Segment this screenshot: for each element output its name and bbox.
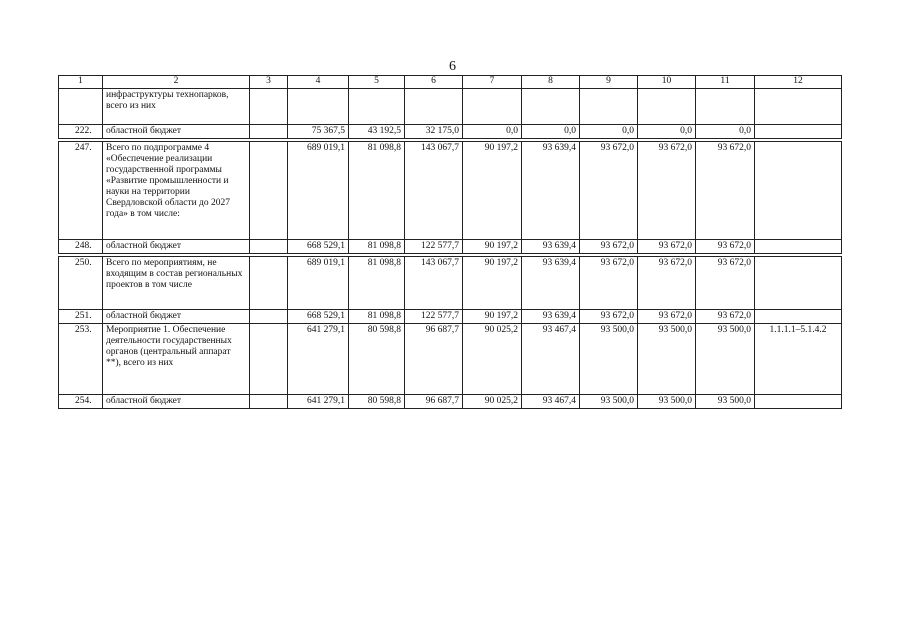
value-cell: 93 672,0 [696,310,755,324]
table-row [59,125,842,139]
value-cell: 81 098,8 [349,257,405,310]
value-cell: 32 175,0 [405,125,463,139]
column-3-cell [250,310,288,324]
row-index-cell: 254. [59,395,103,409]
value-cell: 93 672,0 [580,310,638,324]
table-row [59,89,842,125]
value-cell: 93 672,0 [580,257,638,310]
value-cell: 93 467,4 [522,324,580,395]
value-cell: 93 672,0 [638,257,696,310]
column-header: 9 [580,76,638,89]
value-cell: 93 500,0 [696,395,755,409]
column-header: 6 [405,76,463,89]
value-cell: 93 672,0 [580,142,638,240]
row-name-cell: Мероприятие 1. Обеспечение деятельности государственных органов (центральный аппарат **), всего из них [103,324,250,395]
column-3-cell [250,395,288,409]
value-cell [288,89,349,125]
column-header: 7 [463,76,522,89]
value-cell: 0,0 [522,125,580,139]
value-cell [522,89,580,125]
column-3-cell [250,324,288,395]
value-cell: 122 577,7 [405,240,463,254]
column-header: 11 [696,76,755,89]
value-cell: 0,0 [638,125,696,139]
value-cell: 80 598,8 [349,395,405,409]
row-index-cell: 247. [59,142,103,240]
value-cell: 43 192,5 [349,125,405,139]
value-cell: 93 639,4 [522,142,580,240]
column-3-cell [250,125,288,139]
row-name-cell: областной бюджет [103,125,250,139]
row-name-cell: областной бюджет [103,240,250,254]
value-cell: 90 197,2 [463,257,522,310]
value-cell: 93 639,4 [522,240,580,254]
row-index-cell [59,89,103,125]
value-cell [405,89,463,125]
target-reference-cell [755,240,842,254]
value-cell: 93 672,0 [638,240,696,254]
value-cell: 90 197,2 [463,310,522,324]
value-cell: 93 500,0 [580,324,638,395]
value-cell: 81 098,8 [349,240,405,254]
column-header: 12 [755,76,842,89]
column-header: 5 [349,76,405,89]
row-name-cell: областной бюджет [103,395,250,409]
value-cell [463,89,522,125]
budget-table [58,75,842,409]
column-header: 3 [250,76,288,89]
value-cell: 0,0 [696,125,755,139]
value-cell: 96 687,7 [405,324,463,395]
table-row [59,324,842,395]
column-header: 4 [288,76,349,89]
value-cell: 689 019,1 [288,257,349,310]
column-3-cell [250,257,288,310]
value-cell: 689 019,1 [288,142,349,240]
value-cell: 93 672,0 [696,257,755,310]
row-name-cell: Всего по подпрограмме 4 «Обеспечение реализации государственной программы «Развитие промышленности и науки на территории Свердловской области до 2027 года» в том числе: [103,142,250,240]
target-reference-cell [755,310,842,324]
value-cell: 93 672,0 [638,310,696,324]
row-index-cell: 222. [59,125,103,139]
value-cell: 90 197,2 [463,240,522,254]
value-cell: 93 500,0 [638,395,696,409]
value-cell: 93 500,0 [580,395,638,409]
value-cell: 143 067,7 [405,142,463,240]
column-header: 8 [522,76,580,89]
value-cell: 93 672,0 [638,142,696,240]
row-index-cell: 250. [59,257,103,310]
value-cell: 93 467,4 [522,395,580,409]
value-cell: 668 529,1 [288,240,349,254]
row-name-cell: Всего по мероприятиям, не входящим в состав региональных проектов в том числе [103,257,250,310]
value-cell: 0,0 [463,125,522,139]
value-cell: 75 367,5 [288,125,349,139]
value-cell: 641 279,1 [288,324,349,395]
value-cell: 90 025,2 [463,324,522,395]
column-header: 2 [103,76,250,89]
column-3-cell [250,240,288,254]
target-reference-cell: 1.1.1.1–5.1.4.2 [755,324,842,395]
value-cell: 81 098,8 [349,310,405,324]
value-cell: 81 098,8 [349,142,405,240]
value-cell [580,89,638,125]
value-cell [349,89,405,125]
table-row [59,257,842,310]
value-cell: 93 639,4 [522,310,580,324]
table-body [59,76,842,409]
target-reference-cell [755,257,842,310]
column-3-cell [250,89,288,125]
row-name-cell: инфраструктуры технопарков, всего из них [103,89,250,125]
value-cell: 668 529,1 [288,310,349,324]
column-header: 10 [638,76,696,89]
page-number: 6 [449,59,456,74]
table-row [59,310,842,324]
row-index-cell: 248. [59,240,103,254]
value-cell: 0,0 [580,125,638,139]
value-cell: 93 500,0 [638,324,696,395]
value-cell: 93 500,0 [696,324,755,395]
value-cell: 93 672,0 [580,240,638,254]
value-cell [638,89,696,125]
target-reference-cell [755,89,842,125]
target-reference-cell [755,142,842,240]
value-cell: 143 067,7 [405,257,463,310]
table-row [59,240,842,254]
value-cell: 93 639,4 [522,257,580,310]
row-index-cell: 251. [59,310,103,324]
value-cell: 93 672,0 [696,142,755,240]
table-row [59,395,842,409]
value-cell: 122 577,7 [405,310,463,324]
value-cell: 93 672,0 [696,240,755,254]
target-reference-cell [755,125,842,139]
column-3-cell [250,142,288,240]
value-cell: 96 687,7 [405,395,463,409]
value-cell: 90 197,2 [463,142,522,240]
column-header: 1 [59,76,103,89]
value-cell [696,89,755,125]
target-reference-cell [755,395,842,409]
value-cell: 641 279,1 [288,395,349,409]
table-row [59,142,842,240]
value-cell: 90 025,2 [463,395,522,409]
row-name-cell: областной бюджет [103,310,250,324]
column-header-row [59,76,842,89]
row-index-cell: 253. [59,324,103,395]
value-cell: 80 598,8 [349,324,405,395]
